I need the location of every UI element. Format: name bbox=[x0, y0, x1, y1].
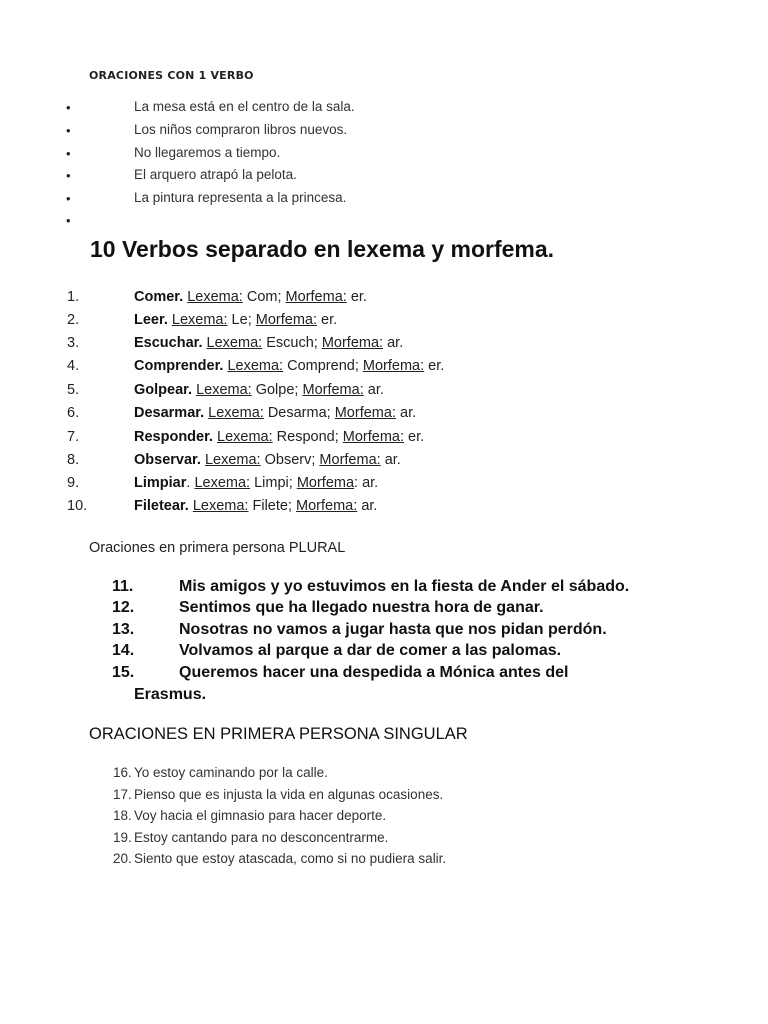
morfema-value: ar. bbox=[362, 475, 379, 491]
list-number: 14. bbox=[112, 642, 135, 659]
morfema-label: Morfema bbox=[296, 475, 355, 491]
morfema-value: ar. bbox=[400, 405, 417, 421]
morfema-value: er. bbox=[428, 358, 445, 374]
bullet-marker: • bbox=[66, 213, 71, 228]
list-number: 2. bbox=[67, 312, 80, 328]
list-item: Volvamos al parque a dar de comer a las palomas. bbox=[179, 642, 562, 659]
list-number: 20. bbox=[113, 851, 132, 866]
list-number: 6. bbox=[67, 405, 80, 421]
list-item: Escuchar. Lexema: Escuch; Morfema: ar. bbox=[134, 335, 404, 351]
verb-name: Filetear. bbox=[134, 498, 189, 514]
bullet-marker: • bbox=[66, 191, 71, 206]
section-heading-one-verb: ORACIONES CON 1 VERBO bbox=[89, 69, 254, 82]
list-item: Mis amigos y yo estuvimos en la fiesta de Ander el sábado. bbox=[179, 578, 630, 595]
list-item: Yo estoy caminando por la calle. bbox=[134, 765, 328, 780]
list-number: 4. bbox=[67, 358, 80, 374]
verb-name: Leer. bbox=[134, 312, 168, 328]
morfema-label: Morfema: bbox=[255, 312, 317, 328]
lexema-label: Lexema: bbox=[171, 312, 228, 328]
list-item: Pienso que es injusta la vida en algunas ocasiones. bbox=[134, 787, 444, 802]
morfema-label: Morfema: bbox=[319, 452, 381, 468]
list-item: La pintura representa a la princesa. bbox=[134, 190, 347, 205]
lexema-label: Lexema: bbox=[208, 405, 264, 421]
list-number: 7. bbox=[67, 429, 80, 445]
morfema-value: ar. bbox=[387, 335, 404, 351]
lexema-value: Filete bbox=[252, 498, 288, 514]
list-item: Nosotras no vamos a jugar hasta que nos pidan perdón. bbox=[179, 621, 607, 638]
lexema-value: Comprend bbox=[287, 358, 355, 374]
morfema-label: Morfema: bbox=[342, 429, 405, 445]
list-item: Los niños compraron libros nuevos. bbox=[134, 122, 348, 137]
lexema-label: Lexema: bbox=[196, 382, 252, 398]
lexema-value: Escuch bbox=[266, 335, 314, 351]
list-item: No llegaremos a tiempo. bbox=[134, 145, 281, 160]
list-item: Observar. Lexema: Observ; Morfema: ar. bbox=[134, 452, 401, 468]
lexema-label: Lexema: bbox=[204, 452, 261, 468]
list-number: 8. bbox=[67, 452, 80, 468]
list-number: 15. bbox=[112, 664, 135, 681]
lexema-label: Lexema: bbox=[192, 498, 249, 514]
list-item: Golpear. Lexema: Golpe; Morfema: ar. bbox=[134, 382, 384, 398]
list-number: 13. bbox=[112, 621, 135, 638]
list-number: 19. bbox=[113, 830, 132, 845]
lexema-label: Lexema: bbox=[187, 289, 243, 305]
list-number: 9. bbox=[67, 475, 80, 491]
list-item: Comprender. Lexema: Comprend; Morfema: er. bbox=[134, 358, 445, 374]
morfema-value: ar. bbox=[361, 498, 378, 514]
list-item: La mesa está en el centro de la sala. bbox=[134, 99, 355, 114]
list-item: Responder. Lexema: Respond; Morfema: er. bbox=[134, 429, 425, 445]
bullet-marker: • bbox=[66, 168, 71, 183]
plural-heading: Oraciones en primera persona PLURAL bbox=[89, 540, 346, 556]
bullet-marker: • bbox=[66, 123, 71, 138]
list-item: El arquero atrapó la pelota. bbox=[134, 167, 297, 182]
lexema-value: Golpe bbox=[255, 382, 295, 398]
lexema-value: Respond bbox=[276, 429, 335, 445]
list-item: Limpiar. Lexema: Limpi; Morfema: ar. bbox=[134, 475, 379, 491]
list-number: 12. bbox=[112, 599, 135, 616]
list-number: 10. bbox=[67, 498, 88, 514]
list-item: Voy hacia el gimnasio para hacer deporte. bbox=[134, 808, 387, 823]
lexema-label: Lexema: bbox=[194, 475, 251, 491]
list-item: Sentimos que ha llegado nuestra hora de ganar. bbox=[179, 599, 544, 616]
list-number: 3. bbox=[67, 335, 80, 351]
morfema-value: ar. bbox=[384, 452, 401, 468]
lexema-value: Com bbox=[246, 289, 278, 305]
list-item: Estoy cantando para no desconcentrarme. bbox=[134, 830, 389, 845]
lexema-label: Lexema: bbox=[206, 335, 263, 351]
lexema-value: Limpi bbox=[254, 475, 289, 491]
list-number: 17. bbox=[113, 787, 132, 802]
lexema-value: Observ bbox=[264, 452, 312, 468]
list-number: 1. bbox=[67, 289, 80, 305]
morfema-label: Morfema: bbox=[296, 498, 358, 514]
verb-name: Comer. bbox=[134, 289, 184, 305]
list-number: 16. bbox=[113, 765, 132, 780]
list-item: Desarmar. Lexema: Desarma; Morfema: ar. bbox=[134, 405, 417, 421]
list-item-continuation: Erasmus. bbox=[134, 686, 207, 703]
morfema-value: er. bbox=[408, 429, 425, 445]
verb-name: Responder. bbox=[134, 429, 213, 445]
verb-name: Escuchar. bbox=[134, 335, 203, 351]
list-number: 11. bbox=[112, 578, 134, 595]
list-number: 18. bbox=[113, 808, 132, 823]
lexema-label: Lexema: bbox=[217, 429, 273, 445]
page-title: 10 Verbos separado en lexema y morfema. bbox=[90, 236, 555, 262]
list-item: Queremos hacer una despedida a Mónica antes del bbox=[179, 664, 569, 681]
list-item: Filetear. Lexema: Filete; Morfema: ar. bbox=[134, 498, 378, 514]
morfema-label: Morfema: bbox=[321, 335, 384, 351]
morfema-value: ar. bbox=[367, 382, 384, 398]
verb-name: Limpiar bbox=[134, 475, 187, 491]
morfema-label: Morfema: bbox=[362, 358, 425, 374]
morfema-label: Morfema: bbox=[285, 289, 347, 305]
bullet-marker: • bbox=[66, 146, 71, 161]
singular-heading: ORACIONES EN PRIMERA PERSONA SINGULAR bbox=[89, 725, 468, 743]
morfema-label: Morfema: bbox=[334, 405, 396, 421]
verb-name: Comprender. bbox=[134, 358, 224, 374]
lexema-value: Le bbox=[231, 312, 248, 328]
morfema-value: er. bbox=[350, 289, 367, 305]
lexema-label: Lexema: bbox=[227, 358, 284, 374]
verb-name: Desarmar. bbox=[134, 405, 205, 421]
morfema-value: er. bbox=[321, 312, 338, 328]
verb-name: Golpear. bbox=[134, 382, 193, 398]
bullet-marker: • bbox=[66, 100, 71, 115]
list-item: Siento que estoy atascada, como si no pudiera salir. bbox=[134, 851, 447, 866]
verb-name: Observar. bbox=[134, 452, 201, 468]
lexema-value: Desarma bbox=[267, 405, 327, 421]
morfema-label: Morfema: bbox=[302, 382, 364, 398]
list-item: Comer. Lexema: Com; Morfema: er. bbox=[134, 289, 367, 305]
list-item: Leer. Lexema: Le; Morfema: er. bbox=[134, 312, 338, 328]
list-number: 5. bbox=[67, 382, 80, 398]
